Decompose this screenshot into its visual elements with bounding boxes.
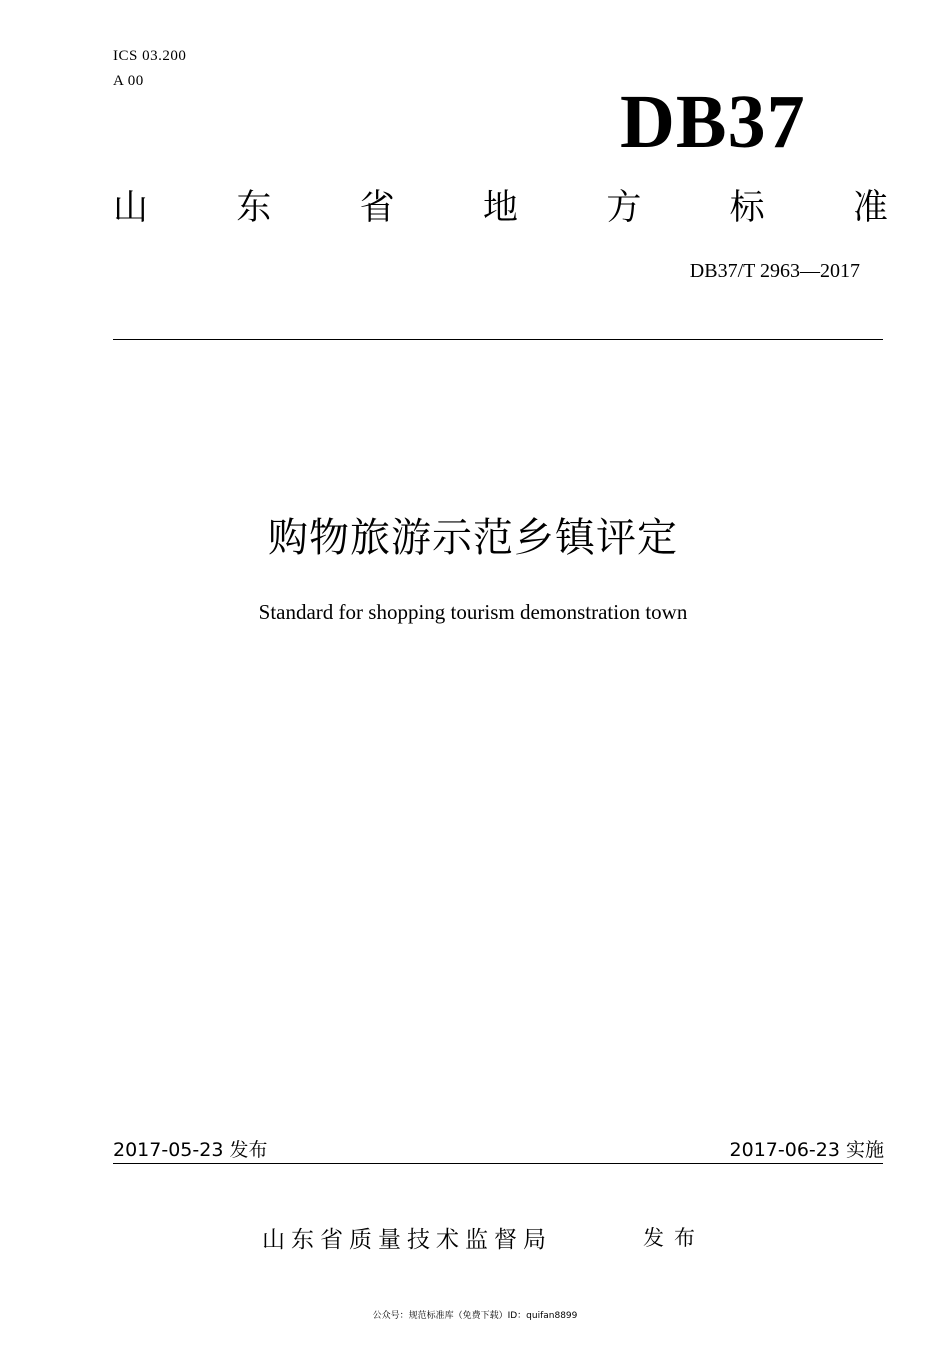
issuer-name: 山东省质量技术监督局	[262, 1227, 552, 1253]
title-chinese: 购物旅游示范乡镇评定	[268, 515, 678, 561]
standard-type-heading	[113, 186, 888, 230]
bottom-divider	[113, 1163, 883, 1164]
standard-type-char: 方	[606, 188, 642, 228]
standard-type-char: 东	[236, 188, 272, 228]
standard-type-char: 山	[113, 188, 149, 228]
db-mark: DB37	[620, 80, 806, 164]
top-divider	[113, 339, 883, 340]
standard-number: DB37/T 2963—2017	[689, 260, 860, 282]
standard-type-char: 准	[852, 188, 888, 228]
publish-date: 2017-05-23 发布	[113, 1139, 268, 1161]
standard-type-char: 地	[482, 188, 518, 228]
title-english: Standard for shopping tourism demonstration town	[258, 600, 688, 624]
implement-date: 2017-06-23 实施	[729, 1139, 884, 1161]
standard-type-char: 省	[359, 188, 395, 228]
issue-label: 发布	[643, 1226, 705, 1250]
standard-type-char: 标	[729, 188, 765, 228]
ics-code: ICS 03.200	[113, 48, 187, 64]
footer-note: 公众号：规范标准库（免费下载）ID：quifan8899	[372, 1311, 578, 1321]
classification-code: A 00	[113, 73, 144, 89]
